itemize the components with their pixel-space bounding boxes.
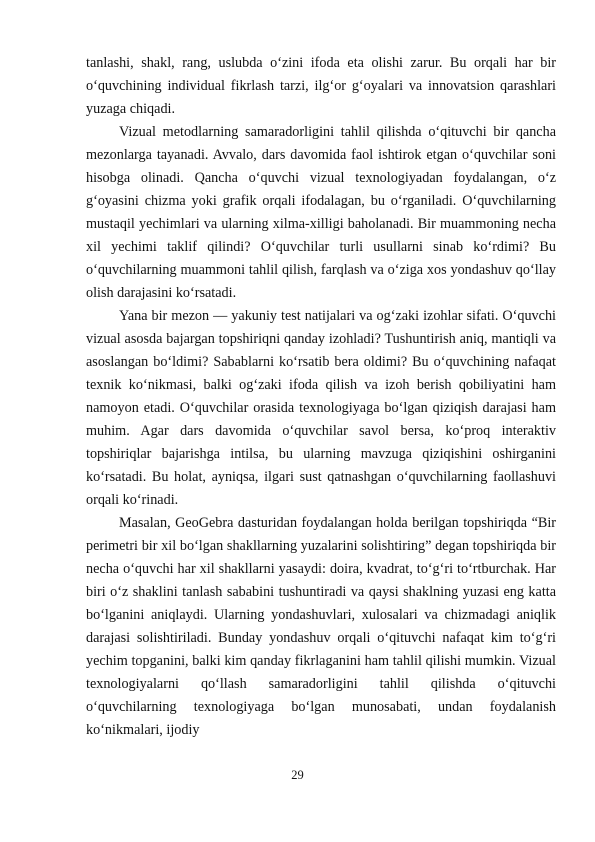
paragraph-continuation: tanlashi, shakl, rang, uslubda o‘zini ifoda eta olishi zarur. Bu orqali har bir o‘quvchining individual fikrlash tarzi, ilg‘or g‘oyalari va innovatsion qarashlari yuzaga chiqadi. <box>86 55 556 117</box>
paragraph-geogebra-example: Masalan, GeoGebra dasturidan foydalangan holda berilgan topshiriqda “Bir perimetri bir xil bo‘lgan shakllarning yuzalarini solishtiring” degan topshiriqda bir necha o‘quvchi har xil shakllarni yasaydi: doira, kvadrat, to‘g‘ri to‘rtburchak. Har biri o‘z shaklini tanlash sababini tushuntiradi va qaysi shaklning yuzasi eng katta bo‘lganini aniqlaydi. Ularning yondashuvlari, xulosalari va chizmadagi aniqlik darajasi solishtiriladi. Bunday yondashuv orqali o‘qituvchi nafaqat kim to‘g‘ri yechim topganini, balki kim qanday fikrlaganini ham tahlil qilishi mumkin. Vizual texnologiyalarni qo‘llash samaradorligini tahlil qilishda o‘qituvchi o‘quvchilarning texnologiyaga bo‘lgan munosabati, undan foydalanish ko‘nikmalari, ijodiy <box>86 515 556 738</box>
body-text <box>86 52 556 742</box>
page-number: 29 <box>291 768 304 782</box>
paragraph-evaluation-criteria: Vizual metodlarning samaradorligini tahlil qilishda o‘qituvchi bir qancha mezonlarga tayanadi. Avvalo, dars davomida faol ishtirok etgan o‘quvchilar soni hisobga olinadi. Qancha o‘quvchi vizual texnologiyadan foydalangan, o‘z g‘oyasini chizma yoki grafik orqali ifodalagan, bu o‘rganiladi. O‘quvchilarning mustaqil yechimlari va ularning xilma-xilligi baholanadi. Bir muammoning necha xil yechimi taklif qilindi? O‘quvchilar turli usullarni sinab ko‘rdimi? Bu o‘quvchilarning muammoni tahlil qilish, farqlash va o‘ziga xos yondashuv qo‘llay olish darajasini ko‘rsatadi. <box>86 124 556 301</box>
paragraph-test-results: Yana bir mezon — yakuniy test natijalari va og‘zaki izohlar sifati. O‘quvchi vizual asosda bajargan topshiriqni qanday izohladi? Tushuntirish aniq, mantiqli va asoslangan bo‘ldimi? Sabablarni ko‘rsatib bera oldimi? Bu o‘quvchining nafaqat texnik ko‘nikmasi, balki og‘zaki ifoda qilish va izoh berish qobiliyatini ham namoyon etadi. O‘quvchilar orasida texnologiyaga bo‘lgan qiziqish darajasi ham muhim. Agar dars davomida o‘quvchilar savol bersa, ko‘proq interaktiv topshiriqlar bajarishga intilsa, bu ularning mavzuga qiziqishini oshirganini ko‘rsatadi. Bu holat, ayniqsa, ilgari sust qatnashgan o‘quvchilarning faollashuvi orqali ko‘rinadi. <box>86 308 556 508</box>
